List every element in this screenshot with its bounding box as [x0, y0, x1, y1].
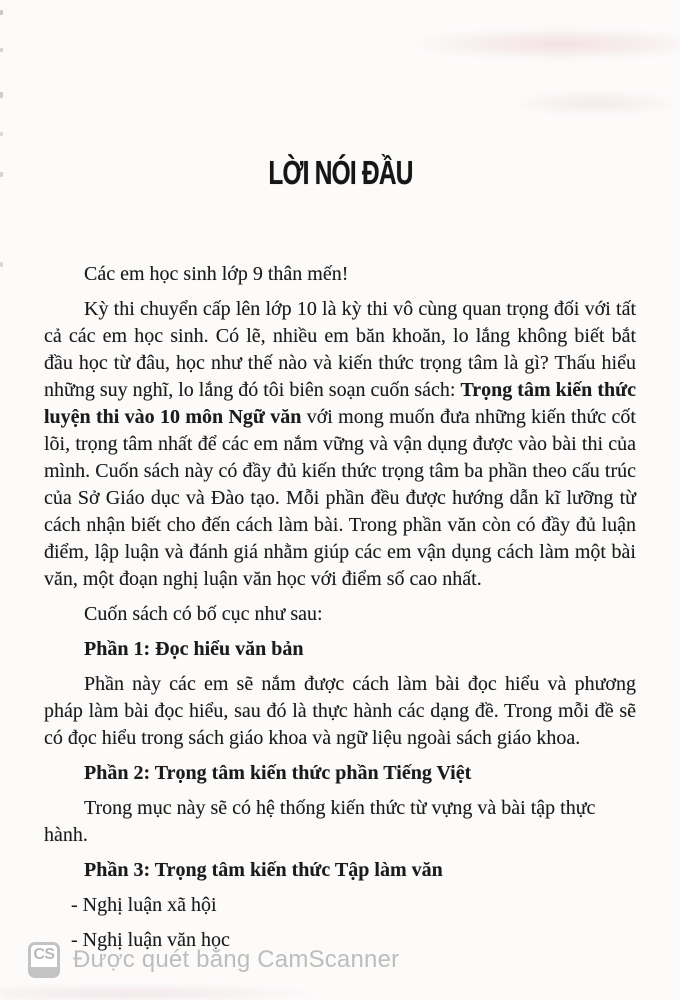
paragraph-main [44, 296, 636, 593]
scan-smudge-top-right [340, 22, 680, 62]
structure-intro-line: Cuốn sách có bố cục như sau: [84, 603, 323, 625]
scan-smudge-right [470, 86, 680, 120]
part2-paragraph: Trong mục này sẽ có hệ thống kiến thức từ vựng và bài tập thực hành. [44, 797, 596, 846]
camscanner-logo-strip [31, 967, 57, 975]
camscanner-logo-letters: CS [33, 946, 55, 963]
part1-paragraph: Phần này các em sẽ nắm được cách làm bài đọc hiểu và phương pháp làm bài đọc hiểu, sau đó là thực hành các dạng đề. Trong mỗi đề sẽ có đọc hiểu trong sách giáo khoa và ngữ liệu ngoài sách giáo khoa. [44, 673, 636, 749]
part1-heading: Phần 1: Đọc hiểu văn bản [84, 638, 304, 660]
greeting-line: Các em học sinh lớp 9 thân mến! [84, 263, 349, 285]
paragraph-main-segment-1: Kỳ thi chuyển cấp lên lớp 10 là kỳ thi vô cùng quan trọng đối với tất cả các em học sinh. Có lẽ, nhiều em băn khoăn, lo lắng không biết bắt đầu học từ đâu, học như thế nào và kiến thức trọng tâm là gì? Thấu hiểu những suy nghĩ, lo lắng đó tôi biên soạn cuốn sách: [44, 298, 636, 401]
scan-speck [0, 92, 3, 98]
scan-speck [0, 262, 3, 267]
scan-speck [0, 48, 3, 52]
scan-speck [0, 10, 3, 15]
part2-heading: Phần 2: Trọng tâm kiến thức phần Tiếng Việt [84, 762, 472, 784]
paragraph-main-segment-2: với mong muốn đưa những kiến thức cốt lõi, trọng tâm nhất để các em nắm vững và vận dụng được vào bài thi của mình. Cuốn sách này có đầy đủ kiến thức trọng tâm ba phần theo cấu trúc của Sở Giáo dục và Đào tạo. Mỗi phần đều được hướng dẫn kĩ lưỡng từ cách nhận biết cho đến cách làm bài. Trong phần văn còn có đầy đủ luận điểm, lập luận và đánh giá nhằm giúp các em vận dụng cách làm một bài văn, một đoạn nghị luận văn học với điểm số cao nhất. [44, 406, 636, 590]
book-title-bold-run: Trọng tâm kiến thức luyện thi vào 10 môn Ngữ văn [44, 379, 636, 428]
scan-speck [0, 132, 3, 136]
page-title: LỜI NÓI ĐẦU [267, 153, 413, 192]
body-text [44, 261, 636, 962]
part3-item-1: - Nghị luận xã hội [71, 894, 217, 916]
camscanner-logo-icon [28, 942, 60, 978]
camscanner-watermark [28, 942, 399, 978]
part3-heading: Phần 3: Trọng tâm kiến thức Tập làm văn [84, 859, 443, 881]
page-title-wrap [0, 153, 680, 192]
camscanner-watermark-text: Được quét bằng CamScanner [73, 946, 400, 973]
part3-item-2: - Nghị luận văn học [71, 929, 230, 951]
scan-smudge-bottom [0, 984, 420, 1000]
